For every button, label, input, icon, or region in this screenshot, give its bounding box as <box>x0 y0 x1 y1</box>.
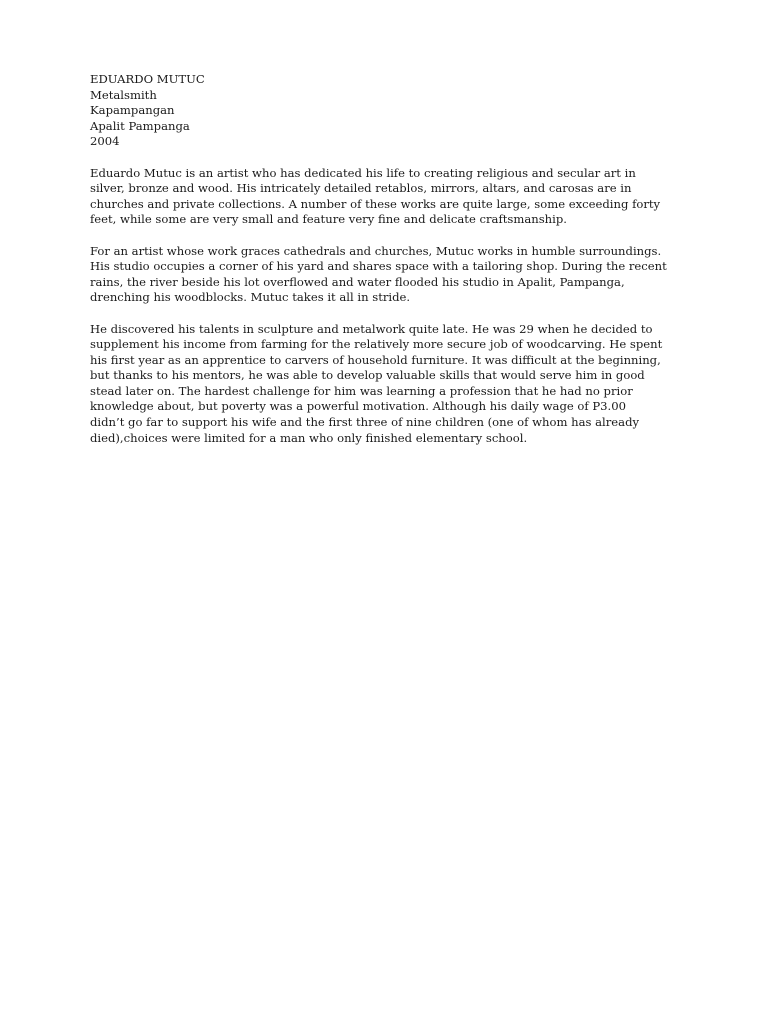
text-line: his first year as an apprentice to carvers of household furniture. It was difficult at the beginning, <box>90 352 661 367</box>
paragraph-studio <box>90 244 690 306</box>
text-line: For an artist whose work graces cathedrals and churches, Mutuc works in humble surroundings. <box>90 243 662 258</box>
text-line: but thanks to his mentors, he was able to develop valuable skills that would serve him in good <box>90 368 645 383</box>
paragraph-intro <box>90 166 690 228</box>
text-line: silver, bronze and wood. His intricately detailed retablos, mirrors, altars, and carosas are in <box>90 181 632 196</box>
artist-location: Apalit Pampanga <box>90 118 190 133</box>
document-body <box>90 72 690 462</box>
artist-ethnicity: Kapampangan <box>90 103 175 118</box>
text-line: stead later on. The hardest challenge for him was learning a profession that he had no prior <box>90 383 633 398</box>
text-line: feet, while some are very small and feature very fine and delicate craftsmanship. <box>90 212 567 227</box>
text-line: He discovered his talents in sculpture and metalwork quite late. He was 29 when he decided to <box>90 321 653 336</box>
artist-year: 2004 <box>90 134 120 149</box>
paragraph-history <box>90 322 690 447</box>
text-line: supplement his income from farming for the relatively more secure job of woodcarving. He spent <box>90 337 663 352</box>
text-line: rains, the river beside his lot overflowed and water flooded his studio in Apalit, Pampanga, <box>90 274 625 289</box>
text-line: knowledge about, but poverty was a powerful motivation. Although his daily wage of P3.00 <box>90 399 626 414</box>
text-line: Eduardo Mutuc is an artist who has dedicated his life to creating religious and secular art in <box>90 165 636 180</box>
artist-name: EDUARDO MUTUC <box>90 72 205 86</box>
text-line: drenching his woodblocks. Mutuc takes it all in stride. <box>90 290 411 305</box>
text-line: died),choices were limited for a man who only finished elementary school. <box>90 430 528 445</box>
text-line: churches and private collections. A number of these works are quite large, some exceeding forty <box>90 196 661 211</box>
text-line: His studio occupies a corner of his yard and shares space with a tailoring shop. During the recent <box>90 259 667 274</box>
text-line: didn’t go far to support his wife and the first three of nine children (one of whom has already <box>90 415 640 430</box>
artist-craft: Metalsmith <box>90 87 157 102</box>
artist-header <box>90 72 690 150</box>
